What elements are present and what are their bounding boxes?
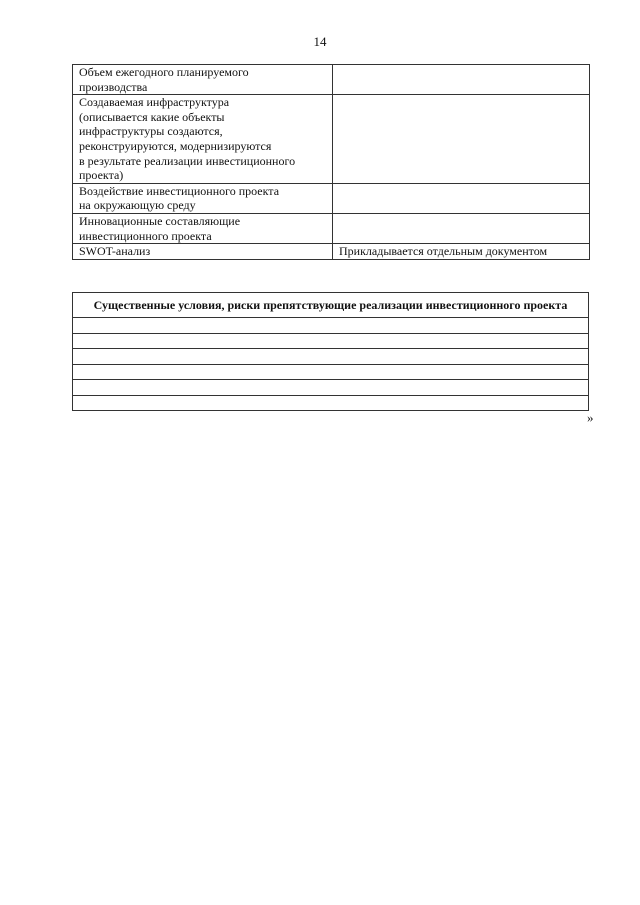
label-line: реконструируются, модернизируются <box>79 138 272 153</box>
label-line: на окружающую среду <box>79 198 196 213</box>
risks-table-header: Существенные условия, риски препятствующие реализации инвестиционного проекта <box>73 293 589 318</box>
empty-cell <box>73 380 589 396</box>
row-label <box>73 95 333 184</box>
row-label <box>73 244 333 260</box>
row-value <box>333 213 590 243</box>
label-line: в результате реализации инвестиционного <box>79 153 296 168</box>
table-row <box>73 364 589 380</box>
empty-cell <box>73 333 589 349</box>
row-label <box>73 213 333 243</box>
label-line: Воздействие инвестиционного проекта <box>79 183 280 198</box>
table-header-row <box>73 293 589 318</box>
table-row <box>73 95 590 184</box>
table-row <box>73 213 590 243</box>
empty-cell <box>73 364 589 380</box>
project-info-table <box>72 64 590 260</box>
row-label <box>73 183 333 213</box>
label-line: Инновационные составляющие <box>79 213 241 228</box>
label-line: Объем ежегодного планируемого <box>79 65 249 79</box>
table-row <box>73 65 590 95</box>
empty-cell <box>73 395 589 411</box>
closing-quote: » <box>587 410 594 425</box>
row-value <box>333 95 590 184</box>
label-line: Создаваемая инфраструктура <box>79 95 230 110</box>
label-line: производства <box>79 79 148 94</box>
table-row <box>73 380 589 396</box>
table-row <box>73 333 589 349</box>
page-number: 14 <box>313 34 327 49</box>
table-row <box>73 349 589 365</box>
risks-table <box>72 292 589 411</box>
table-row <box>73 395 589 411</box>
table-row <box>73 318 589 334</box>
empty-cell <box>73 349 589 365</box>
row-value: Прикладывается отдельным документом <box>333 244 590 260</box>
empty-cell <box>73 318 589 334</box>
row-value <box>333 183 590 213</box>
row-label <box>73 65 333 95</box>
label-line: (описывается какие объекты <box>79 109 225 124</box>
row-value <box>333 65 590 95</box>
label-line: инвестиционного проекта <box>79 228 212 243</box>
table-row <box>73 244 590 260</box>
label-line: SWOT-анализ <box>79 244 151 259</box>
label-line: проекта) <box>79 168 124 183</box>
label-line: инфраструктуры создаются, <box>79 124 223 139</box>
table-row <box>73 183 590 213</box>
